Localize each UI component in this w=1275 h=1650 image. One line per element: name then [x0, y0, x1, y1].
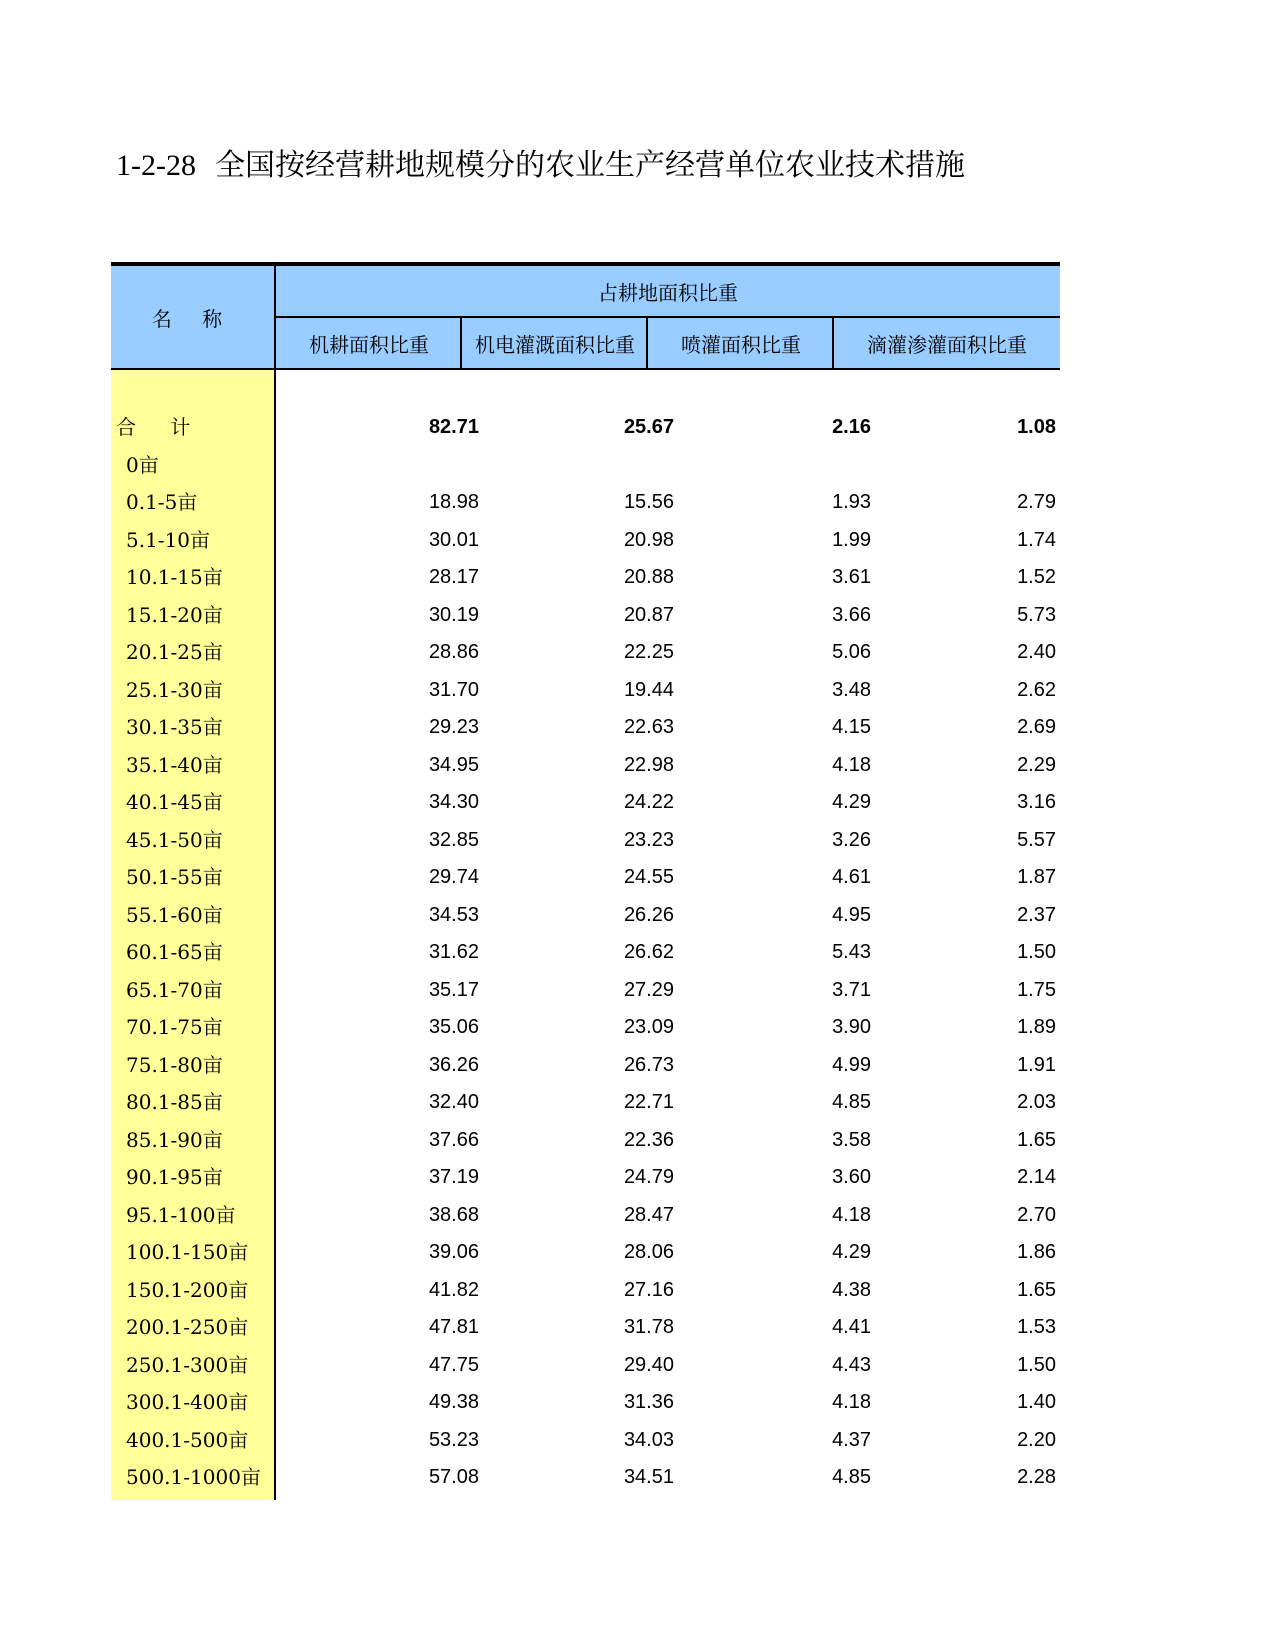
- cell-value: 4.29: [832, 791, 871, 813]
- table-row: [111, 1009, 1060, 1047]
- table-row: [111, 1422, 1060, 1460]
- row-label: 150.1-200亩: [126, 1277, 249, 1302]
- table-row: [111, 859, 1060, 897]
- table-row: [111, 1047, 1060, 1085]
- row-label: 300.1-400亩: [126, 1390, 249, 1414]
- cell-value: 29.74: [428, 866, 479, 888]
- header-divider-2: [646, 317, 648, 369]
- group-header-rule: [276, 316, 1060, 318]
- cell-value: 2.14: [1017, 1166, 1056, 1188]
- cell-value: 1.89: [1017, 1016, 1056, 1038]
- row-label: 100.1-150亩: [126, 1240, 249, 1264]
- row-label: 250.1-300亩: [126, 1352, 249, 1377]
- cell-value: 3.26: [832, 828, 871, 851]
- cell-value: 35.17: [428, 978, 479, 1001]
- row-label: 30.1-35亩: [126, 715, 223, 739]
- cell-value: 26.26: [623, 903, 674, 926]
- cell-value: 1.87: [1017, 866, 1056, 888]
- row-label: 5.1-10亩: [126, 527, 211, 552]
- cell-value: 2.16: [832, 416, 871, 438]
- cell-value: 1.40: [1017, 1391, 1056, 1413]
- row-label: 70.1-75亩: [126, 1015, 223, 1039]
- cell-value: 41.82: [428, 1278, 479, 1301]
- cell-value: 20.98: [623, 528, 674, 551]
- table-row: [111, 1197, 1060, 1235]
- name-column-header: 名 称: [151, 307, 235, 331]
- cell-value: 4.41: [832, 1316, 871, 1338]
- row-label: 80.1-85亩: [126, 1090, 223, 1114]
- table-number: 1-2-28: [116, 149, 196, 182]
- row-label: 75.1-80亩: [126, 1052, 223, 1077]
- table-row: [111, 1084, 1060, 1122]
- cell-value: 22.36: [623, 1128, 674, 1151]
- row-label: 50.1-55亩: [126, 865, 223, 889]
- cell-value: 29.23: [428, 716, 479, 738]
- table-row: [111, 934, 1060, 972]
- table-row: [111, 1384, 1060, 1422]
- cell-value: 1.50: [1017, 941, 1056, 963]
- cell-value: 31.62: [428, 941, 479, 963]
- table-row: [111, 522, 1060, 560]
- cell-value: 23.09: [623, 1016, 674, 1038]
- cell-value: 4.29: [832, 1241, 871, 1263]
- cell-value: 82.71: [428, 416, 479, 438]
- table-row: [111, 597, 1060, 635]
- header-bottom-rule: [111, 368, 1060, 370]
- cell-value: 31.70: [428, 678, 479, 701]
- row-label: 400.1-500亩: [126, 1427, 249, 1452]
- table-row: [111, 1234, 1060, 1272]
- header-divider-3: [832, 317, 834, 369]
- table-row: [111, 484, 1060, 522]
- cell-value: 30.01: [428, 528, 479, 551]
- cell-value: 3.71: [832, 978, 871, 1001]
- cell-value: 27.16: [623, 1278, 674, 1301]
- cell-value: 1.75: [1017, 978, 1056, 1001]
- table-row: [111, 747, 1060, 785]
- cell-value: 28.17: [428, 566, 479, 588]
- cell-value: 24.55: [623, 866, 674, 888]
- cell-value: 1.08: [1017, 416, 1056, 438]
- cell-value: 38.68: [428, 1203, 479, 1226]
- cell-value: 31.78: [623, 1316, 674, 1338]
- cell-value: 23.23: [623, 828, 674, 851]
- table-row: [111, 972, 1060, 1010]
- row-label: 15.1-20亩: [126, 602, 223, 627]
- cell-value: 2.79: [1017, 491, 1056, 513]
- cell-value: 28.06: [623, 1241, 674, 1263]
- cell-value: 31.36: [623, 1391, 674, 1413]
- cell-value: 1.91: [1017, 1053, 1056, 1076]
- cell-value: 37.19: [428, 1166, 479, 1188]
- row-label: 200.1-250亩: [126, 1315, 249, 1339]
- cell-value: 4.95: [832, 903, 871, 926]
- table-row: [111, 1122, 1060, 1160]
- cell-value: 22.63: [623, 716, 674, 738]
- row-label: 85.1-90亩: [126, 1127, 223, 1152]
- cell-value: 18.98: [428, 491, 479, 513]
- cell-value: 5.06: [832, 641, 871, 663]
- table-row: [111, 1159, 1060, 1197]
- cell-value: 37.66: [428, 1128, 479, 1151]
- cell-value: 30.19: [428, 603, 479, 626]
- cell-value: 19.44: [623, 678, 674, 701]
- cell-value: 47.81: [428, 1316, 479, 1338]
- cell-value: 2.40: [1017, 641, 1056, 663]
- table-row: [111, 634, 1060, 672]
- cell-value: 1.52: [1017, 566, 1056, 588]
- row-label: 45.1-50亩: [126, 827, 223, 852]
- column-header-sprinkler-irrigation: 喷灌面积比重: [681, 333, 801, 357]
- cell-value: 4.18: [832, 1203, 871, 1226]
- cell-value: 1.93: [832, 491, 871, 513]
- cell-value: 3.48: [832, 678, 871, 701]
- table-row: [111, 709, 1060, 747]
- table-row: [111, 1272, 1060, 1310]
- cell-value: 3.61: [832, 566, 871, 588]
- row-label: 0.1-5亩: [126, 490, 198, 514]
- table-title-text: 全国按经营耕地规模分的农业生产经营单位农业技术措施: [215, 148, 966, 183]
- cell-value: 3.58: [832, 1128, 871, 1151]
- cell-value: 57.08: [428, 1466, 479, 1488]
- column-header-machine-plowing: 机耕面积比重: [309, 333, 429, 357]
- cell-value: 35.06: [428, 1016, 479, 1038]
- cell-value: 3.90: [832, 1016, 871, 1038]
- column-header-drip-irrigation: 滴灌渗灌面积比重: [867, 333, 1027, 357]
- cell-value: 26.62: [623, 941, 674, 963]
- row-label: 20.1-25亩: [126, 640, 223, 664]
- cell-value: 1.65: [1017, 1278, 1056, 1301]
- cell-value: 34.51: [623, 1466, 674, 1488]
- table-row: [111, 559, 1060, 597]
- cell-value: 2.28: [1017, 1466, 1056, 1488]
- cell-value: 1.74: [1017, 528, 1056, 551]
- cell-value: 5.43: [832, 941, 871, 963]
- page-title: [116, 144, 1060, 188]
- cell-value: 4.99: [832, 1053, 871, 1076]
- row-label: 500.1-1000亩: [126, 1465, 261, 1489]
- cell-value: 20.87: [623, 603, 674, 626]
- cell-value: 4.85: [832, 1091, 871, 1113]
- cell-value: 2.37: [1017, 903, 1056, 926]
- table-row: [111, 822, 1060, 860]
- total-row: [111, 409, 1060, 447]
- row-label: 55.1-60亩: [126, 902, 223, 927]
- cell-value: 1.86: [1017, 1241, 1056, 1263]
- cell-value: 28.47: [623, 1203, 674, 1226]
- cell-value: [673, 447, 871, 485]
- table-row: [111, 447, 1060, 485]
- cell-value: 2.62: [1017, 678, 1056, 701]
- cell-value: 1.99: [832, 528, 871, 551]
- row-label: 60.1-65亩: [126, 940, 223, 964]
- cell-value: 4.61: [832, 866, 871, 888]
- cell-value: 26.73: [623, 1053, 674, 1076]
- cell-value: 34.03: [623, 1428, 674, 1451]
- row-label: 0亩: [126, 452, 159, 477]
- cell-value: 4.18: [832, 753, 871, 776]
- cell-value: 2.03: [1017, 1091, 1056, 1113]
- cell-value: 29.40: [623, 1353, 674, 1376]
- cell-value: 28.86: [428, 641, 479, 663]
- cell-value: 4.18: [832, 1391, 871, 1413]
- table-row: [111, 1459, 1060, 1497]
- cell-value: 2.69: [1017, 716, 1056, 738]
- row-label: 合 计: [116, 415, 205, 439]
- cell-value: 34.95: [428, 753, 479, 776]
- cell-value: 3.60: [832, 1166, 871, 1188]
- row-label: 40.1-45亩: [126, 790, 223, 814]
- cell-value: 24.79: [623, 1166, 674, 1188]
- cell-value: 32.40: [428, 1091, 479, 1113]
- row-label: 35.1-40亩: [126, 752, 223, 777]
- column-header-electromechanical-irrigation: 机电灌溉面积比重: [475, 333, 635, 357]
- cell-value: 27.29: [623, 978, 674, 1001]
- cell-value: 39.06: [428, 1241, 479, 1263]
- cell-value: 25.67: [623, 416, 674, 438]
- cell-value: 2.29: [1017, 753, 1056, 776]
- cell-value: [869, 447, 1056, 485]
- row-label: 65.1-70亩: [126, 977, 223, 1002]
- cell-value: 5.57: [1017, 828, 1056, 851]
- cell-value: 36.26: [428, 1053, 479, 1076]
- cell-value: 4.38: [832, 1278, 871, 1301]
- cell-value: 4.15: [832, 716, 871, 738]
- table-row: [111, 784, 1060, 822]
- cell-value: 15.56: [623, 491, 674, 513]
- cell-value: [477, 447, 674, 485]
- cell-value: 2.70: [1017, 1203, 1056, 1226]
- cell-value: 22.25: [623, 641, 674, 663]
- cell-value: 4.43: [832, 1353, 871, 1376]
- cell-value: 20.88: [623, 566, 674, 588]
- table-row: [111, 1347, 1060, 1385]
- cell-value: [281, 447, 479, 485]
- cell-value: 4.37: [832, 1428, 871, 1451]
- cell-value: 24.22: [623, 791, 674, 813]
- data-table: [111, 262, 1060, 1500]
- cell-value: 1.53: [1017, 1316, 1056, 1338]
- cell-value: 3.66: [832, 603, 871, 626]
- cell-value: 49.38: [428, 1391, 479, 1413]
- row-label: 95.1-100亩: [126, 1202, 236, 1227]
- cell-value: 22.71: [623, 1091, 674, 1113]
- header-divider-1: [460, 317, 462, 369]
- group-header: 占耕地面积比重: [598, 281, 738, 305]
- table-row: [111, 672, 1060, 710]
- cell-value: 34.53: [428, 903, 479, 926]
- cell-value: 5.73: [1017, 603, 1056, 626]
- table-body: [111, 409, 1060, 1497]
- cell-value: 53.23: [428, 1428, 479, 1451]
- row-label: 90.1-95亩: [126, 1165, 223, 1189]
- cell-value: 1.50: [1017, 1353, 1056, 1376]
- cell-value: 32.85: [428, 828, 479, 851]
- cell-value: 3.16: [1017, 791, 1056, 813]
- row-label: 25.1-30亩: [126, 677, 223, 702]
- cell-value: 1.65: [1017, 1128, 1056, 1151]
- cell-value: 2.20: [1017, 1428, 1056, 1451]
- cell-value: 47.75: [428, 1353, 479, 1376]
- row-label: 10.1-15亩: [126, 565, 223, 589]
- table-row: [111, 897, 1060, 935]
- cell-value: 4.85: [832, 1466, 871, 1488]
- cell-value: 34.30: [428, 791, 479, 813]
- cell-value: 22.98: [623, 753, 674, 776]
- table-row: [111, 1309, 1060, 1347]
